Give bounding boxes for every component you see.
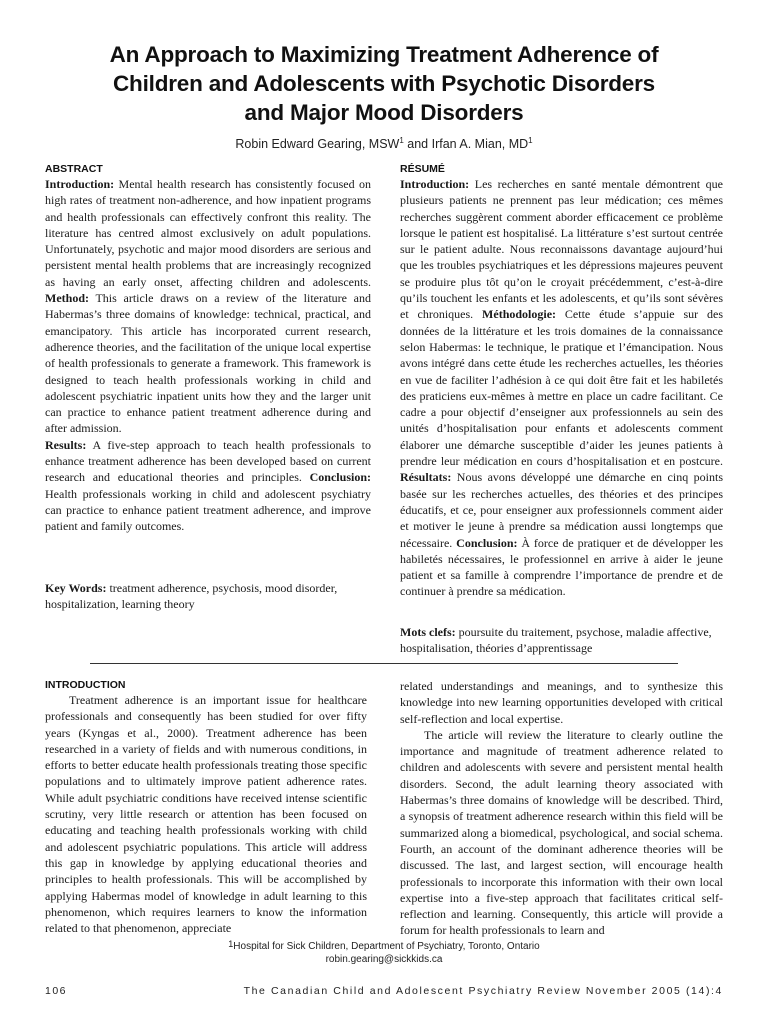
title-line: and Major Mood Disorders [244,100,524,125]
resume-heading: RÉSUMÉ [400,163,445,175]
resume-method-label: Méthodologie: [482,307,557,322]
abstract-method-text: This article draws on a review of the literature and Habermas’s three domains of knowledge: technical, practical, and emancipatory. This article has incorporated current research, adherence theories, and the facilitation of the unique local expertise of health professionals to generate a framework. This framework is designed to teach health professionals working in child and adolescent psychiatric inpatient units how they and the larger unit can practice to enhance patient treatment adherence during and after admission. [45,291,371,436]
introduction-paragraph: Treatment adherence is an important issue for healthcare professionals and consequently has been studied for over fifty years (Kyngas et al., 2000). Treatment adherence has been researched in a variety of fields and with numerous conditions, in efforts to better educate health professionals treating those specific populations and to ultimately improve patient adherence rates. While adult psychiatric conditions have received intense scientific scrutiny, very little research or attention has been focused on educating and teaching health professionals working with child and adolescent psychiatric populations. This article will address this gap in knowledge by applying educational theories and principles to health professionals. This will be accomplished by applying Habermas model of knowledge in adult learning to this phenomenon, which requires learners to know the information related to that phenomenon, appreciate [45,693,367,936]
mots-clefs-label: Mots clefs: [400,625,456,639]
title-line: An Approach to Maximizing Treatment Adherence of [109,42,659,67]
abstract-intro-text: Mental health research has consistently focused on high rates of treatment non-adherence, and how inpatient programs and health professionals can effectively confront this reality. The literature has centred almost exclusively on adult populations. Unfortunately, psychotic and major mood disorders are serious and persistent mental health problems that are increasingly recognized as having an early onset, affecting children and adolescents. [45,177,371,289]
affiliation-text: Hospital for Sick Children, Department of Psychiatry, Toronto, Ontario [233,941,540,952]
abstract-conclusion-label: Conclusion: [309,470,371,485]
resume-conclusion-text: À force de pratiquer et de développer les habiletés nécessaires, le professionnel en arrive à aider le jeune patient et sa famille à comprendre l’importance de prendre et de continuer à prendre sa médication. [400,535,723,599]
mots-clefs [400,624,723,657]
affiliation-line [100,938,668,953]
author-2-affiliation-marker: 1 [528,136,533,145]
introduction-heading: INTRODUCTION [45,679,126,691]
resume-column [400,162,723,600]
author-1-affiliation-marker: 1 [399,136,404,145]
resume-conclusion-label: Conclusion: [456,535,518,550]
affiliation-footnote [100,938,668,966]
resume-results-label: Résultats: [400,470,452,485]
affiliation-marker: 1 [228,939,234,949]
page-number: 106 [45,985,68,997]
keywords [45,580,371,613]
contact-email: robin.gearing@sickkids.ca [325,954,443,965]
resume-method-text: Cette étude s’appuie sur des données de la littérature et les trois domaines de la connaissance selon Habermas: le technique, le pratique et l’émancipation. Nous avons intégré dans cette étude les recherches actuelles, les théories en vue de faciliter l’adhésion à ce qui doit être fait et les habiletés des praticiens eux-mêmes à mettre en place un cadre facilitant. Ce cadre a pour objectif d’enseigner aux professionnels au sein des unités d’hospitalisation pour enfants et adolescents comment élaborer une démarche susceptible d’aider les jeunes patients à prendre leur médication en cours d’hospitalisation et en postcure. [400,307,724,469]
abstract-results-paragraph [45,437,371,535]
abstract-results-label: Results: [45,437,87,452]
introduction-paragraph: related understandings and meanings, and to synthesize this knowledge into new learning opportunities developed with critical self-reflection and local expertise. [400,679,723,726]
introduction-right-column [400,678,723,939]
author-1: Robin Edward Gearing, MSW [235,137,400,152]
resume-intro-label: Introduction: [400,177,470,191]
resume-body [400,176,723,600]
section-divider [90,663,678,664]
title-line: Children and Adolescents with Psychotic Disorders [113,71,655,96]
abstract-method-label: Method: [45,291,89,306]
author-line [30,136,738,151]
author-2: and Irfan A. Mian, MD [403,137,529,152]
abstract-intro-label: Introduction: [45,177,115,191]
introduction-left-column [45,678,367,936]
abstract-results-text: A five-step approach to teach health professionals to enhance treatment adherence has been developed based on current research and educational theories and principles. [45,437,371,485]
abstract-column [45,162,371,535]
introduction-paragraph: The article will review the literature to clearly outline the importance and magnitude of treatment adherence related to children and adolescents with severe and persistent mental health disorders. Second, the adult learning theory associated with Habermas’s three domains of knowledge will be described. Third, a synopsis of treatment adherence research within this field will be summarized along a biomedical, psychological, and social schema. Fourth, an account of the dominant adherence theories will be discussed. The last, and largest section, will encourage health professionals to incorporate this information with their own local expertise into a five-step approach that facilitates critical self-reflection and learning. Consequently, this article will provide a forum for health professionals to learn and [400,727,723,938]
keywords-label: Key Words: [45,581,107,595]
abstract-conclusion-text: Health professionals working in child and adolescent psychiatry can practice to enhance patient treatment adherence, and improve patient and family outcomes. [45,486,371,534]
abstract-body [45,176,371,437]
resume-results-text: Nous avons développé une démarche en cinq points basée sur les recherches actuelles, des théories et des principes éducatifs, et ce, pour enseigner aux professionnels comment aider et motiver le jeune à prendre sa médication aussi longtemps que nécessaire. [400,470,723,550]
mots-clefs-text: poursuite du traitement, psychose, maladie affective, hospitalisation, théories d’apprentissage [400,625,712,656]
article-title [30,40,738,127]
keywords-text: treatment adherence, psychosis, mood disorder, hospitalization, learning theory [45,581,338,612]
abstract-heading: ABSTRACT [45,163,103,175]
resume-intro-text: Les recherches en santé mentale démontrent que plusieurs patients ne prennent pas leur médication; ces mêmes recherches suggèrent comment aborder efficacement ce problème lorsque le patient est hospitalisé. La littérature s’est surtout centrée sur le patient adulte. Nous reconnaissons davantage aujourd’hui que les troubles psychiatriques et les dépressions majeures peuvent se produire plus tôt qu’on le croyait précédemment, c’est-à-dire qu’ils touchent les enfants et les adolescents, et qu’ils sont sévères et chroniques. [400,177,723,322]
journal-citation: The Canadian Child and Adolescent Psychiatry Review November 2005 (14):4 [243,985,723,997]
